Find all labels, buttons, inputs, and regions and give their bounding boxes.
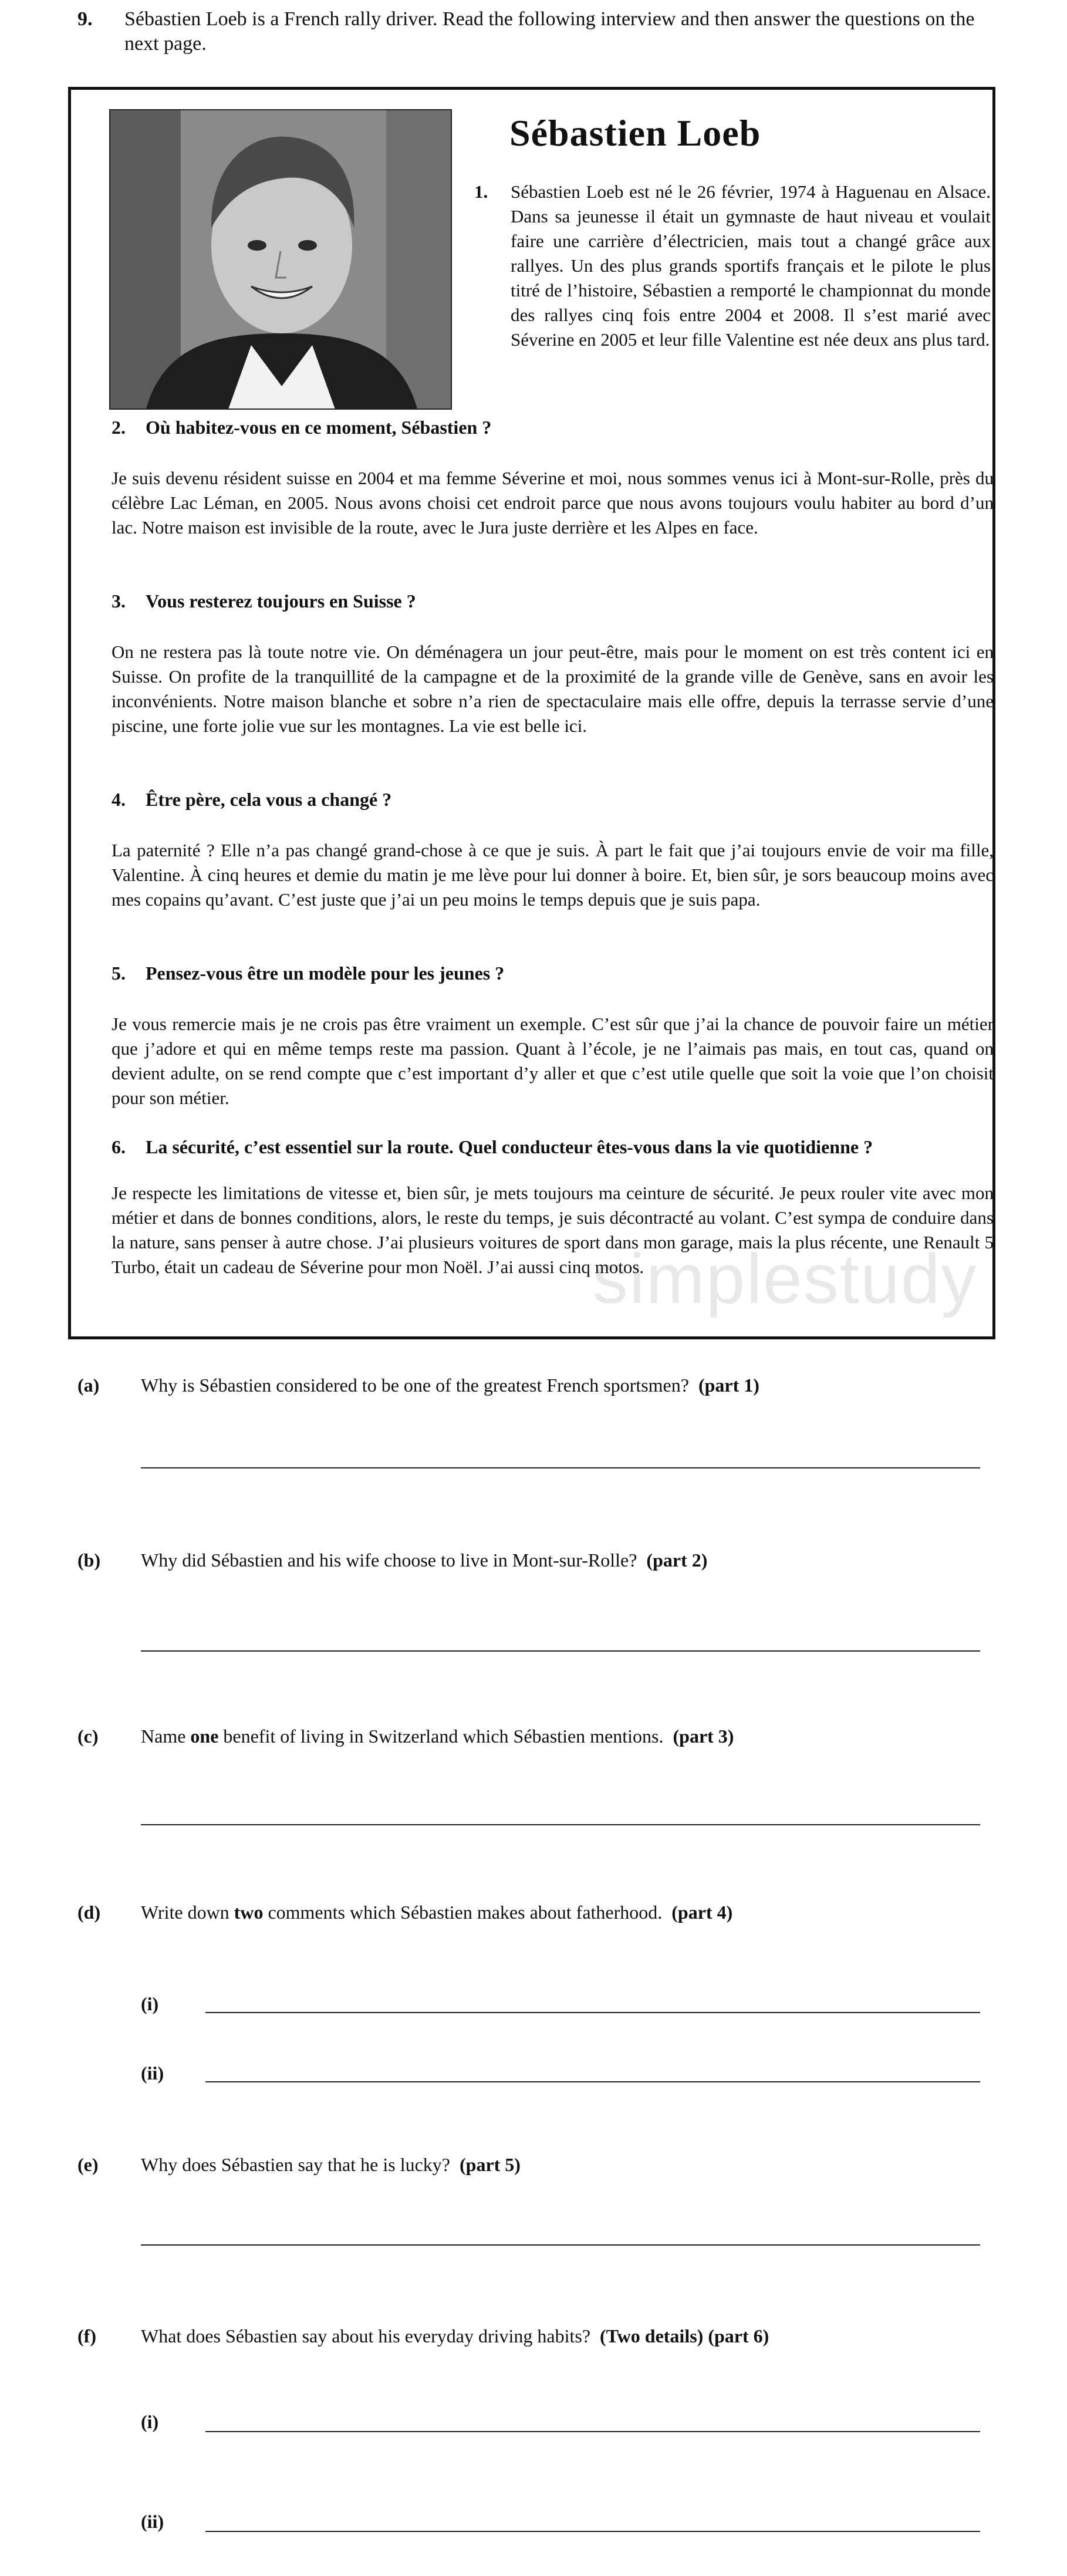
answer-line-a[interactable] <box>141 1467 980 1468</box>
answer-line-e[interactable] <box>141 2244 980 2246</box>
section-2-number: 2. <box>112 417 126 438</box>
section-5-question <box>112 961 504 985</box>
section-2-question <box>112 416 491 439</box>
question-a-part: (part 1) <box>698 1375 759 1396</box>
section-6-question-text: La sécurité, c’est essentiel sur la route. Quel conducteur êtes-vous dans la vie quotidienne ? <box>146 1136 873 1157</box>
question-d-sub-i: (i) <box>141 1993 159 2014</box>
question-d-part: (part 4) <box>671 1902 733 1923</box>
question-b-part: (part 2) <box>646 1549 708 1571</box>
question-a-text: Why is Sébastien considered to be one of the greatest French sportsmen? <box>141 1375 689 1396</box>
section-4-question <box>112 788 391 811</box>
question-f-text: What does Sébastien say about his everyday driving habits? <box>141 2325 591 2347</box>
question-c-part: (part 3) <box>673 1726 734 1747</box>
question-a-label: (a) <box>77 1375 100 1396</box>
watermark: simplestudy <box>593 1240 978 1318</box>
section-4-question-text: Être père, cela vous a changé ? <box>146 789 392 810</box>
section-2-question-text: Où habitez-vous en ce moment, Sébastien ? <box>146 417 492 438</box>
part-1-number: 1. <box>474 181 488 202</box>
section-3-number: 3. <box>112 590 126 612</box>
answer-line-d-ii[interactable] <box>205 2081 980 2082</box>
question-d-sub-ii: (ii) <box>141 2062 164 2084</box>
question-c <box>0 1724 1067 1748</box>
section-2-answer: Je suis devenu résident suisse en 2004 et ma femme Séverine et moi, nous sommes venus ici à Mont-sur-Rolle, près du célèbre Lac Léman, en 2005. Nous avons choisi cet endroit parce que nous avons toujours voulu habiter au bord d’un lac. Notre maison est invisible de la route, avec le Jura juste derrière et les Alpes en face. <box>112 468 994 538</box>
question-number: 9. <box>77 8 93 30</box>
section-6-answer: Je respecte les limitations de vitesse et, bien sûr, je mets toujours ma ceinture de sécurité. Je peux rouler vite avec mon métier et dans de bonnes conditions, alors, le reste du temps, je suis décontracté au volant. C’est sympa de conduire dans la nature, sans penser à autre chose. J’ai plusieurs voitures de sport dans mon garage, mais la plus récente, une Renault 5 Turbo, était un cadeau de Séverine pour mon Noël. J’ai aussi cinq motos. <box>112 1183 994 1277</box>
question-e <box>0 2153 1067 2176</box>
question-f-label: (f) <box>77 2325 96 2347</box>
question-d-text-bold: two <box>234 1902 264 1923</box>
part-1 <box>474 180 991 352</box>
section-5-number: 5. <box>112 963 126 984</box>
portrait-photo <box>109 109 452 410</box>
answer-line-f-i[interactable] <box>205 2431 980 2432</box>
portrait-illustration <box>110 110 452 410</box>
question-intro: Sébastien Loeb is a French rally driver. Read the following interview and then answer the questions on the next page. <box>124 8 975 55</box>
answer-line-c[interactable] <box>141 1824 980 1825</box>
question-e-label: (e) <box>77 2154 99 2175</box>
question-d <box>0 1900 1067 1924</box>
question-c-text-post: benefit of living in Switzerland which Sébastien mentions. <box>218 1726 664 1747</box>
section-4-number: 4. <box>112 789 126 810</box>
answer-line-b[interactable] <box>141 1650 980 1652</box>
article-title: Sébastien Loeb <box>509 112 761 154</box>
question-c-text-bold: one <box>190 1726 219 1747</box>
question-d-text-post: comments which Sébastien makes about fatherhood. <box>263 1902 663 1923</box>
section-5-question-text: Pensez-vous être un modèle pour les jeunes ? <box>146 963 505 984</box>
answer-line-d-i[interactable] <box>205 2012 980 2013</box>
section-3-question <box>112 589 416 613</box>
question-d-text-pre: Write down <box>141 1902 234 1923</box>
section-3-answer: On ne restera pas là toute notre vie. On déménagera un jour peut-être, mais pour le moment on est très content ici en Suisse. On profite de la tranquillité de la campagne et de la proximité de la grande ville de Genève, sans en avoir les inconvénients. Notre maison blanche et sobre n’a rien de spectaculaire mais elle offre, depuis la terrasse servie d’une piscine, une forte jolie vue sur les montagnes. La vie est belle ici. <box>112 642 994 736</box>
question-e-text: Why does Sébastien say that he is lucky? <box>141 2154 450 2175</box>
question-b-label: (b) <box>77 1549 101 1571</box>
section-6-question <box>112 1135 873 1159</box>
question-d-label: (d) <box>77 1902 101 1923</box>
section-5-answer: Je vous remercie mais je ne crois pas être vraiment un exemple. C’est sûr que j’ai la chance de pouvoir faire un métier que j’adore et qui en même temps reste ma passion. Quant à l’école, je ne l’aimais pas mais, en tout cas, quand on devient adulte, on se rend compte que c’est important d’y aller et que c’est utile quelle que soit la voie que l’on choisit pour son métier. <box>112 1014 994 1108</box>
question-f-part: (Two details) (part 6) <box>600 2325 769 2347</box>
question-f-sub-i: (i) <box>141 2411 159 2432</box>
question-c-text-pre: Name <box>141 1726 191 1747</box>
section-3-question-text: Vous resterez toujours en Suisse ? <box>146 590 416 612</box>
question-e-part: (part 5) <box>459 2154 521 2175</box>
section-6-number: 6. <box>112 1136 126 1157</box>
question-b-text: Why did Sébastien and his wife choose to live in Mont-sur-Rolle? <box>141 1549 637 1571</box>
question-f-sub-ii: (ii) <box>141 2511 164 2532</box>
question-f <box>0 2324 1067 2348</box>
part-1-text: Sébastien Loeb est né le 26 février, 1974 à Haguenau en Alsace. Dans sa jeunesse il était un gymnaste de haut niveau et voulait faire une carrière d’électricien, mais tout a changé grâce aux rallyes. Un des plus grands sportifs français et le pilote le plus titré de l’histoire, Sébastien a remporté le championnat du monde des rallyes cinq fois entre 2004 et 2008. Il s’est marié avec Séverine en 2005 et leur fille Valentine est née deux ans plus tard. <box>511 181 991 350</box>
question-c-label: (c) <box>77 1726 99 1747</box>
question-b <box>0 1548 1067 1572</box>
question-a <box>0 1373 1067 1397</box>
section-4-answer: La paternité ? Elle n’a pas changé grand-chose à ce que je suis. À part le fait que j’ai toujours envie de voir ma fille, Valentine. À cinq heures et demie du matin je me lève pour lui donner à boire. Et, bien sûr, je sors beaucoup moins avec mes copains qu’avant. C’est juste que j’ai un peu moins le temps depuis que je suis papa. <box>112 840 994 910</box>
answer-line-f-ii[interactable] <box>205 2531 980 2532</box>
